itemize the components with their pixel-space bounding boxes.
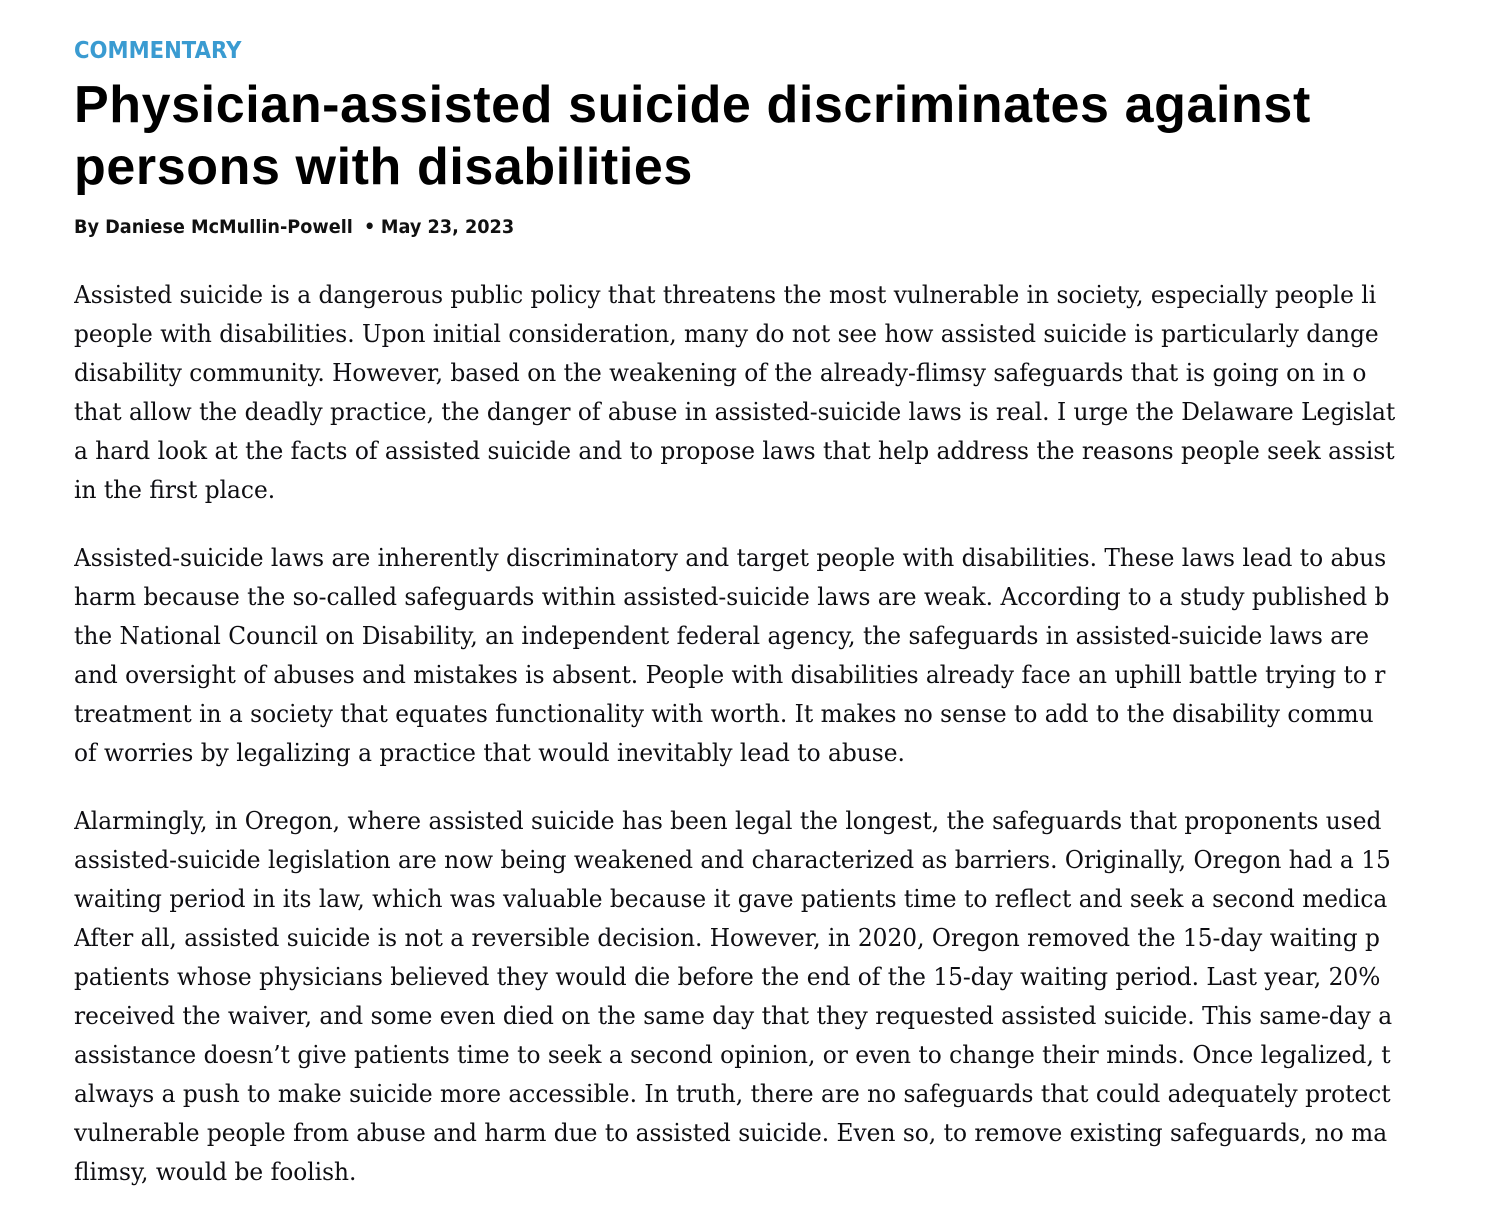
paragraph-line: Alarmingly, in Oregon, where assisted suicide has been legal the longest, the safeguards that proponents used <box>74 806 1382 835</box>
paragraph-line: treatment in a society that equates functionality with worth. It makes no sense to add to the disability commu <box>74 699 1374 728</box>
paragraph-line: in the first place. <box>74 475 276 504</box>
paragraph-line: harm because the so-called safeguards within assisted-suicide laws are weak. According to a study published b <box>74 582 1390 611</box>
paragraph-line: After all, assisted suicide is not a reversible decision. However, in 2020, Oregon removed the 15-day waiting p <box>74 923 1380 952</box>
section-kicker-link[interactable]: COMMENTARY <box>74 38 242 64</box>
paragraph-line: a hard look at the facts of assisted suicide and to propose laws that help address the reasons people seek assist <box>74 436 1395 465</box>
byline-separator: • <box>363 216 376 238</box>
paragraph-line: received the waiver, and some even died on the same day that they requested assisted suicide. This same-day a <box>74 1001 1393 1030</box>
paragraph-line: of worries by legalizing a practice that would inevitably lead to abuse. <box>74 738 905 767</box>
paragraph-line: vulnerable people from abuse and harm due to assisted suicide. Even so, to remove existing safeguards, no ma <box>74 1118 1388 1147</box>
paragraph-line: Assisted-suicide laws are inherently discriminatory and target people with disabilities. These laws lead to abus <box>74 543 1387 572</box>
paragraph-line: the National Council on Disability, an independent federal agency, the safeguards in assisted-suicide laws are <box>74 621 1369 650</box>
paragraph-line: flimsy, would be foolish. <box>74 1157 357 1186</box>
paragraph-line: Assisted suicide is a dangerous public policy that threatens the most vulnerable in society, especially people li <box>74 280 1377 309</box>
publish-date: May 23, 2023 <box>380 216 515 238</box>
headline-line: persons with disabilities <box>74 138 693 196</box>
paragraph-line: assisted-suicide legislation are now being weakened and characterized as barriers. Originally, Oregon had a 15 <box>74 845 1391 874</box>
paragraph-line: that allow the deadly practice, the danger of abuse in assisted-suicide laws is real. I urge the Delaware Legislat <box>74 397 1396 426</box>
article-paragraph-1 <box>74 275 1488 509</box>
headline-line: Physician-assisted suicide discriminates against <box>74 76 1311 134</box>
article-paragraph-2 <box>74 538 1488 772</box>
article-paragraph-3 <box>74 801 1488 1191</box>
paragraph-line: and oversight of abuses and mistakes is absent. People with disabilities already face an uphill battle trying to r <box>74 660 1386 689</box>
paragraph-line: patients whose physicians believed they would die before the end of the 15-day waiting period. Last year, 20% <box>74 962 1381 991</box>
byline <box>74 214 514 240</box>
article-headline <box>74 74 1311 198</box>
paragraph-line: people with disabilities. Upon initial consideration, many do not see how assisted suicide is particularly dange <box>74 319 1379 348</box>
paragraph-line: waiting period in its law, which was valuable because it gave patients time to reflect and seek a second medica <box>74 884 1388 913</box>
paragraph-line: always a push to make suicide more accessible. In truth, there are no safeguards that could adequately protect <box>74 1079 1391 1108</box>
author-link[interactable]: By Daniese McMullin-Powell <box>74 216 353 238</box>
paragraph-line: assistance doesn’t give patients time to seek a second opinion, or even to change their minds. Once legalized, t <box>74 1040 1391 1069</box>
paragraph-line: disability community. However, based on the weakening of the already-flimsy safeguards that is going on in o <box>74 358 1367 387</box>
